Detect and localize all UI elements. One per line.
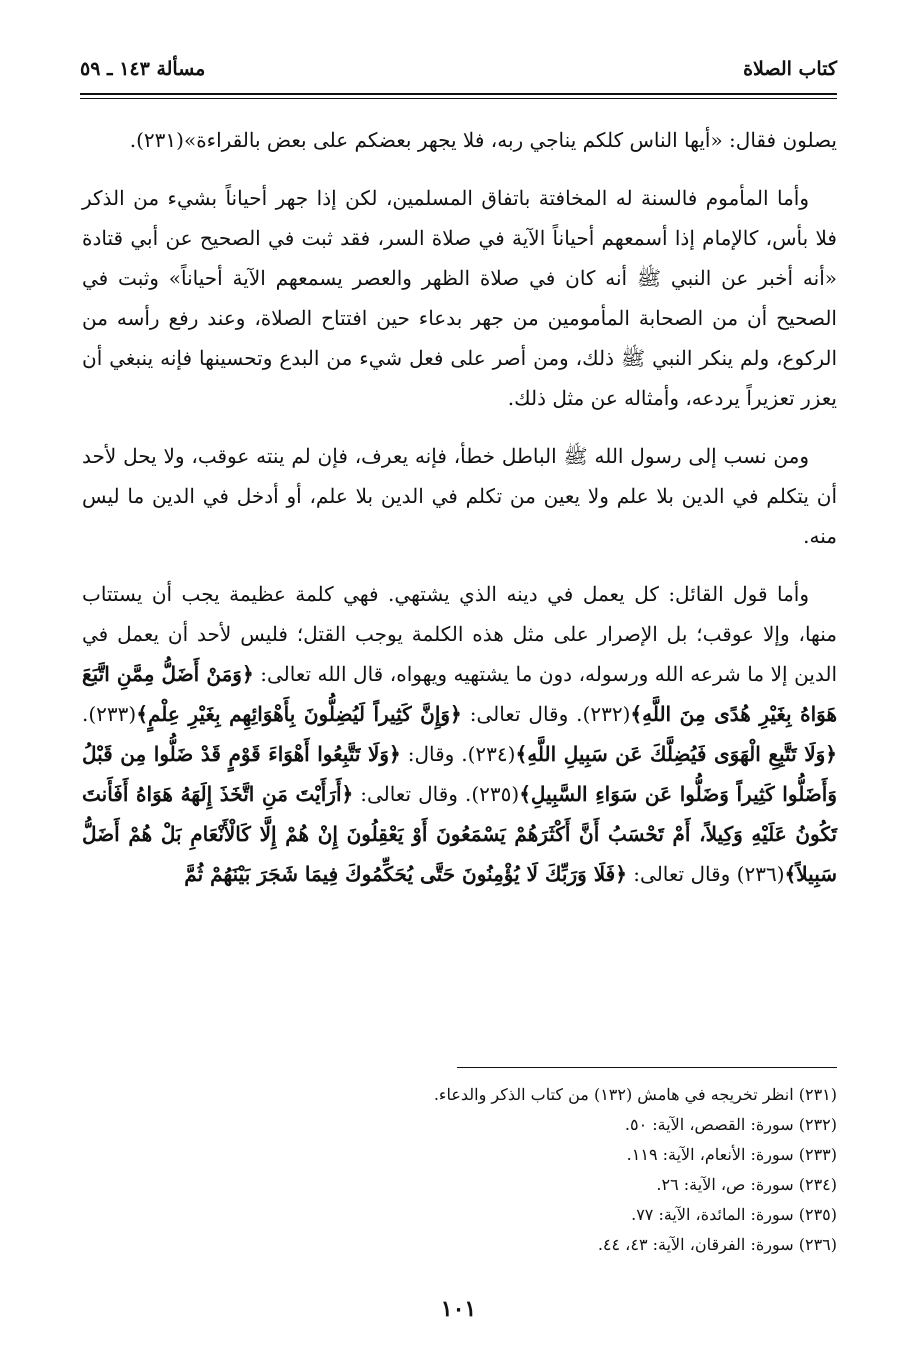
paragraph-4 [82,574,837,894]
ref-234: (٢٣٤). وقال: [407,742,516,766]
footnote-232: (٢٣٢) سورة: القصص، الآية: ٥٠. [624,1115,837,1134]
issue-label: مسألة ١٤٣ ـ ٥٩ [80,58,206,80]
paragraph-3: ومن نسب إلى رسول الله ﷺ الباطل خطأ، فإنه يعرف، فإن لم ينته عوقب، ولا يحل لأحد أن يتكلم في الدين بلا علم ولا يعين من تكلم في الدين بلا علم، أو أدخل في الدين ما ليس منه. [82,444,837,548]
page-number: ١٠١ [440,1296,477,1322]
paragraph-1: يصلون فقال: «أيها الناس كلكم يناجي ربه، فلا يجهر بعضكم على بعض بالقراءة»(٢٣١). [129,128,837,152]
footnote-235: (٢٣٥) سورة: المائدة، الآية: ٧٧. [631,1205,837,1224]
footnote-rule [457,1067,837,1068]
running-header [80,58,837,92]
book-title: كتاب الصلاة [743,58,837,80]
quran-verse-2: ﴿وَإِنَّ كَثِيراً لَيُضِلُّونَ بِأَهْوَائِهِم بِغَيْرِ عِلْمٍ﴾ [136,702,462,726]
header-rule [80,93,837,95]
quran-verse-3: ﴿وَلَا تَتَّبِعِ الْهَوَى فَيُضِلَّكَ عَن سَبِيلِ اللَّهِ﴾ [515,742,837,766]
quran-verse-4: ﴿وَلَا تَتَّبِعُوا أَهْوَاءَ قَوْمٍ قَدْ ضَلُّوا مِن قَبْلُ وَأَضَلُّوا كَثِيراً وَضَلُّوا عَن سَوَاءِ السَّبِيلِ﴾ [82,742,838,806]
ref-236: (٢٣٦) وقال تعالى: [633,862,785,886]
ref-232: (٢٣٢). وقال تعالى: [469,702,631,726]
quran-verse-5: ﴿أَرَأَيْتَ مَنِ اتَّخَذَ إِلَهَهُ هَوَاهُ أَفَأَنتَ تَكُونُ عَلَيْهِ وَكِيلاً، أَمْ تَحْسَبُ أَنَّ أَكْثَرَهُمْ يَسْمَعُونَ أَوْ يَعْقِلُونَ إِنْ هُمْ إِلَّا كَالْأَنْعَامِ بَلْ هُمْ أَضَلُّ سَبِيلاً﴾ [82,782,837,886]
footnote-236: (٢٣٦) سورة: الفرقان، الآية: ٤٣، ٤٤. [597,1235,837,1254]
ref-233: (٢٣٣). [82,702,137,726]
paragraph-4-intro: وأما قول القائل: كل يعمل في دينه الذي يشتهي. فهي كلمة عظيمة يجب أن يستتاب منها، وإلا عوقب؛ بل الإصرار على مثل هذه الكلمة يوجب القتل؛ فليس لأحد أن يعمل في الدين إلا ما شرعه الله ورسوله، دون ما يشتهيه ويهواه، قال الله تعالى: [82,582,838,686]
main-text [82,120,837,894]
footnote-231: (٢٣١) انظر تخريجه في هامش (١٣٢) من كتاب الذكر والدعاء. [433,1085,837,1104]
ref-235: (٢٣٥). وقال تعالى: [360,782,520,806]
paragraph-2: وأما المأموم فالسنة له المخافتة باتفاق المسلمين، لكن إذا جهر أحياناً بشيء من الذكر فلا بأس، كالإمام إذا أسمعهم أحياناً الآية في صلاة السر، فقد ثبت في الصحيح عن أبي قتادة «أنه أخبر عن النبي ﷺ أنه كان في صلاة الظهر والعصر يسمعهم الآية أحياناً» وثبت في الصحيح أن من الصحابة المأمومين من جهر بدعاء حين افتتاح الصلاة، وعند رفع رأسه من الركوع، ولم ينكر النبي ﷺ ذلك، ومن أصر على فعل شيء من البدع وتحسينها فإنه ينبغي أن يعزر تعزيراً يردعه، وأمثاله عن مثل ذلك. [82,186,837,410]
header-rule-thin [80,98,837,99]
footnote-234: (٢٣٤) سورة: ص، الآية: ٢٦. [656,1175,837,1194]
quran-verse-1: ﴿وَمَنْ أَضَلُّ مِمَّنِ اتَّبَعَ هَوَاهُ بِغَيْرِ هُدًى مِنَ اللَّهِ﴾ [82,662,838,726]
footnote-233: (٢٣٣) سورة: الأنعام، الآية: ١١٩. [626,1145,837,1164]
quran-verse-6: ﴿فَلَا وَرَبِّكَ لَا يُؤْمِنُونَ حَتَّى يُحَكِّمُوكَ فِيمَا شَجَرَ بَيْنَهُمْ ثُمَّ [184,862,627,886]
footnotes [82,1080,837,1260]
